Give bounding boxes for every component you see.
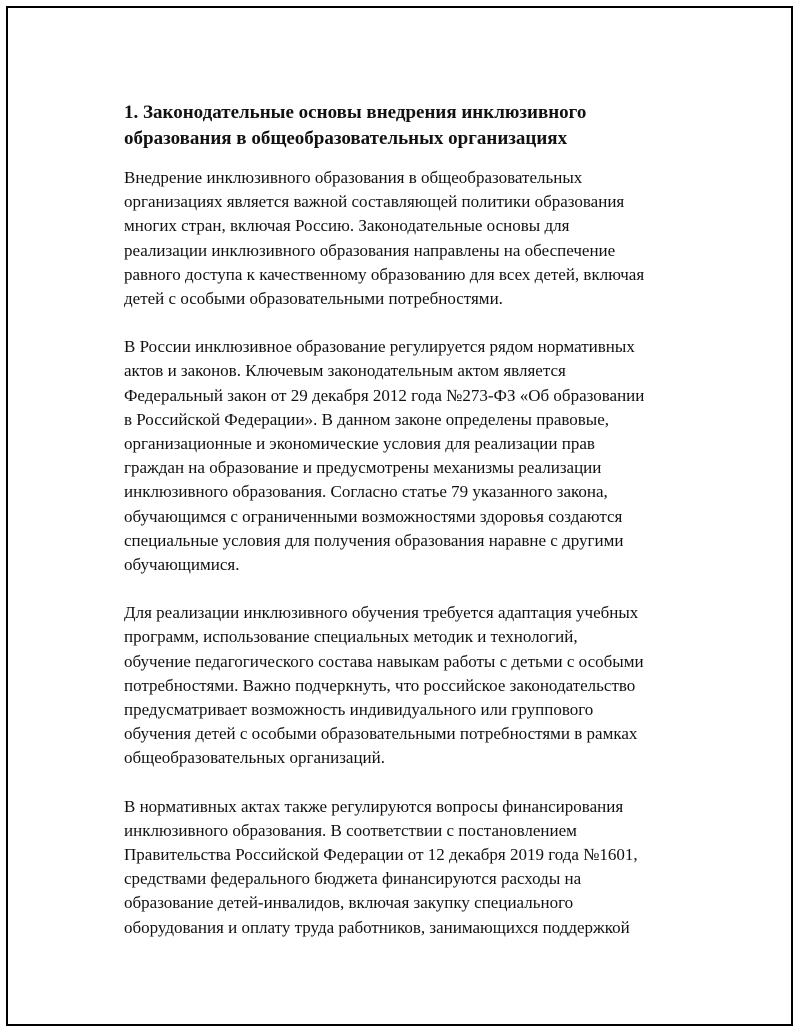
- text-line: потребностями. Важно подчеркнуть, что российское законодательство: [124, 675, 636, 695]
- text-line: специальные условия для получения образования наравне с другими: [124, 530, 624, 550]
- text-line: многих стран, включая Россию. Законодательные основы для: [124, 216, 570, 236]
- text-line: программ, использование специальных методик и технологий,: [124, 627, 578, 647]
- heading-line: образования в общеобразовательных организациях: [124, 128, 568, 149]
- text-line: обучение педагогического состава навыкам работы с детьми с особыми: [124, 651, 644, 671]
- text-line: обучающимися.: [124, 555, 240, 575]
- text-line: инклюзивного образования. Согласно статье 79 указанного закона,: [124, 482, 608, 502]
- text-line: обучения детей с особыми образовательными потребностями в рамках: [124, 724, 638, 744]
- text-line: граждан на образование и предусмотрены механизмы реализации: [124, 458, 602, 478]
- heading-line: 1. Законодательные основы внедрения инклюзивного: [124, 102, 587, 123]
- text-line: равного доступа к качественному образованию для всех детей, включая: [124, 264, 645, 284]
- text-line: Внедрение инклюзивного образования в общеобразовательных: [124, 168, 583, 187]
- text-line: образование детей-инвалидов, включая закупку специального: [124, 893, 574, 913]
- text-line: оборудования и оплату труда работников, занимающихся поддержкой: [124, 917, 630, 937]
- text-line: обучающимся с ограниченными возможностями здоровья создаются: [124, 506, 623, 526]
- text-line: Правительства Российской Федерации от 12 декабря 2019 года №1601,: [124, 845, 638, 865]
- text-line: актов и законов. Ключевым законодательным актом является: [124, 361, 566, 381]
- paragraph-1: [124, 166, 704, 311]
- text-line: организационные и экономические условия для реализации прав: [124, 434, 595, 454]
- text-line: средствами федерального бюджета финансируются расходы на: [124, 869, 582, 889]
- paragraph-2: [124, 335, 704, 577]
- paragraph-3: [124, 601, 704, 770]
- text-line: предусматривает возможность индивидуального или группового: [124, 700, 594, 720]
- text-line: реализации инклюзивного образования направлены на обеспечение: [124, 240, 616, 260]
- document-body: [124, 100, 704, 964]
- page-frame: [6, 6, 793, 1026]
- paragraph-4: [124, 795, 704, 940]
- text-line: В России инклюзивное образование регулируется рядом нормативных: [124, 337, 635, 357]
- text-line: Для реализации инклюзивного обучения требуется адаптация учебных: [124, 603, 639, 623]
- text-line: организациях является важной составляющей политики образования: [124, 192, 625, 212]
- text-line: общеобразовательных организаций.: [124, 748, 386, 768]
- text-line: Федеральный закон от 29 декабря 2012 года №273-ФЗ «Об образовании: [124, 385, 645, 405]
- text-line: в Российской Федерации». В данном законе определены правовые,: [124, 409, 610, 429]
- text-line: детей с особыми образовательными потребностями.: [124, 289, 503, 309]
- text-line: В нормативных актах также регулируются вопросы финансирования: [124, 796, 624, 816]
- text-line: инклюзивного образования. В соответствии с постановлением: [124, 820, 577, 840]
- section-heading: [124, 100, 704, 152]
